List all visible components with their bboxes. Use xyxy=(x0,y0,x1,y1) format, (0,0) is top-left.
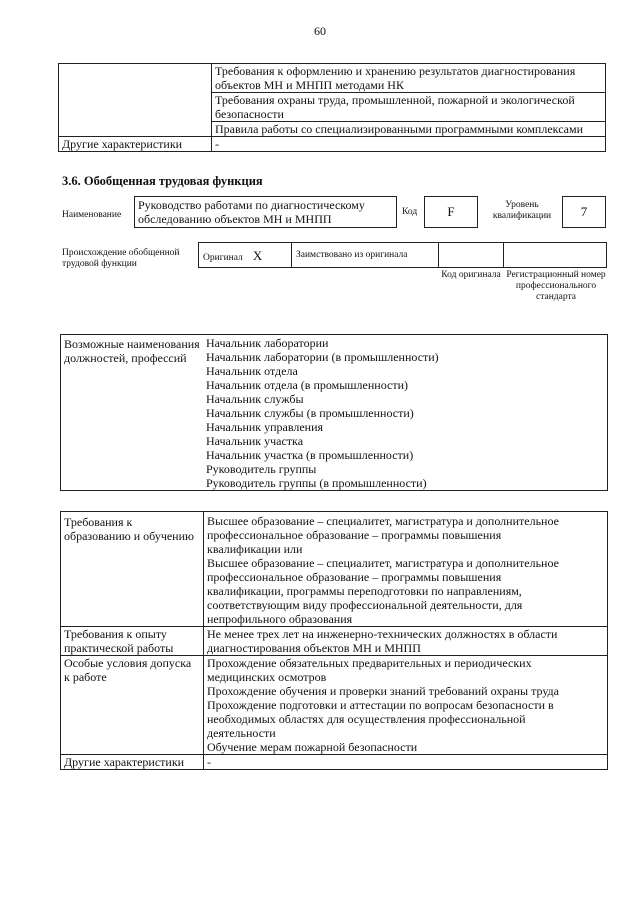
education-label: Требования к образованию и обучению xyxy=(61,512,204,627)
conditions-line: медицинских осмотров xyxy=(207,670,327,684)
knowledge-label-cell xyxy=(59,64,212,137)
original-label: Оригинал xyxy=(203,253,243,263)
name-label: Наименование xyxy=(62,210,122,220)
experience-value xyxy=(204,627,608,656)
page-number: 60 xyxy=(314,24,326,38)
level-value: 7 xyxy=(562,196,606,228)
education-line: квалификации или xyxy=(207,542,303,556)
original-mark: X xyxy=(252,248,263,263)
position-item: Начальник службы (в промышленности) xyxy=(206,406,414,420)
position-item: Начальник участка (в промышленности) xyxy=(206,448,414,462)
position-item: Руководитель группы (в промышленности) xyxy=(206,476,427,490)
position-item: Начальник отдела (в промышленности) xyxy=(206,378,408,392)
education-line: непрофильного образования xyxy=(207,612,353,626)
code-original-box xyxy=(438,242,504,268)
position-item: Начальник участка xyxy=(206,434,304,448)
education-line: квалификации, программы переподготовки по направлениям, xyxy=(207,584,522,598)
positions-list xyxy=(203,335,608,491)
origin-label: Происхождение обобщенной трудовой функции xyxy=(62,248,180,269)
education-line: профессиональное образование – программы повышения xyxy=(207,570,502,584)
knowledge-row: Требования охраны труда, промышленной, пожарной и экологической безопасности xyxy=(212,93,606,122)
other-characteristics-label: Другие характеристики xyxy=(61,755,204,770)
conditions-line: Прохождение подготовки и аттестации по вопросам безопасности в xyxy=(207,698,554,712)
position-item: Начальник службы xyxy=(206,392,304,406)
reg-number-label: Регистрационный номер профессионального стандарта xyxy=(506,270,606,302)
code-original-label: Код оригинала xyxy=(441,270,501,280)
position-item: Руководитель группы xyxy=(206,462,317,476)
requirements-table xyxy=(60,511,608,770)
conditions-line: необходимых областях для осуществления профессиональной xyxy=(207,712,526,726)
positions-table xyxy=(60,334,608,491)
education-line: Высшее образование – специалитет, магистратура и дополнительное xyxy=(207,556,559,570)
original-cell xyxy=(198,242,292,268)
experience-line: Не менее трех лет на инженерно-технических должностях в области xyxy=(207,627,558,641)
knowledge-row: Требования к оформлению и хранению результатов диагностирования объектов МН и МНПП методами НК xyxy=(212,64,606,93)
positions-label: Возможные наименования должностей, профессий xyxy=(61,335,204,491)
conditions-label: Особые условия допуска к работе xyxy=(61,656,204,755)
education-value xyxy=(204,512,608,627)
position-item: Начальник лаборатории xyxy=(206,336,329,350)
conditions-line: деятельности xyxy=(207,726,276,740)
conditions-value xyxy=(204,656,608,755)
reg-number-box xyxy=(503,242,607,268)
other-characteristics-value: - xyxy=(212,137,606,152)
conditions-line: Прохождение обязательных предварительных и периодических xyxy=(207,656,532,670)
code-label: Код xyxy=(402,207,418,217)
education-line: Высшее образование – специалитет, магистратура и дополнительное xyxy=(207,514,559,528)
other-characteristics-label: Другие характеристики xyxy=(59,137,212,152)
knowledge-row: Правила работы со специализированными программными комплексами xyxy=(212,122,606,137)
education-line: соответствующим виду профессиональной деятельности, для xyxy=(207,598,523,612)
level-label: Уровень квалификации xyxy=(492,200,552,221)
experience-label: Требования к опыту практической работы xyxy=(61,627,204,656)
position-item: Начальник управления xyxy=(206,420,324,434)
position-item: Начальник лаборатории (в промышленности) xyxy=(206,350,439,364)
section-title: 3.6. Обобщенная трудовая функция xyxy=(62,174,263,188)
borrowed-cell: Заимствовано из оригинала xyxy=(291,242,439,268)
experience-line: диагностирования объектов МН и МНПП xyxy=(207,641,421,655)
conditions-line: Прохождение обучения и проверки знаний требований охраны труда xyxy=(207,684,559,698)
education-line: профессиональное образование – программы повышения xyxy=(207,528,502,542)
code-value: F xyxy=(424,196,478,228)
knowledge-table xyxy=(58,63,606,152)
name-value: Руководство работами по диагностическому обследованию объектов МН и МНПП xyxy=(134,196,397,228)
position-item: Начальник отдела xyxy=(206,364,298,378)
other-characteristics-value: - xyxy=(204,755,608,770)
conditions-line: Обучение мерам пожарной безопасности xyxy=(207,740,418,754)
